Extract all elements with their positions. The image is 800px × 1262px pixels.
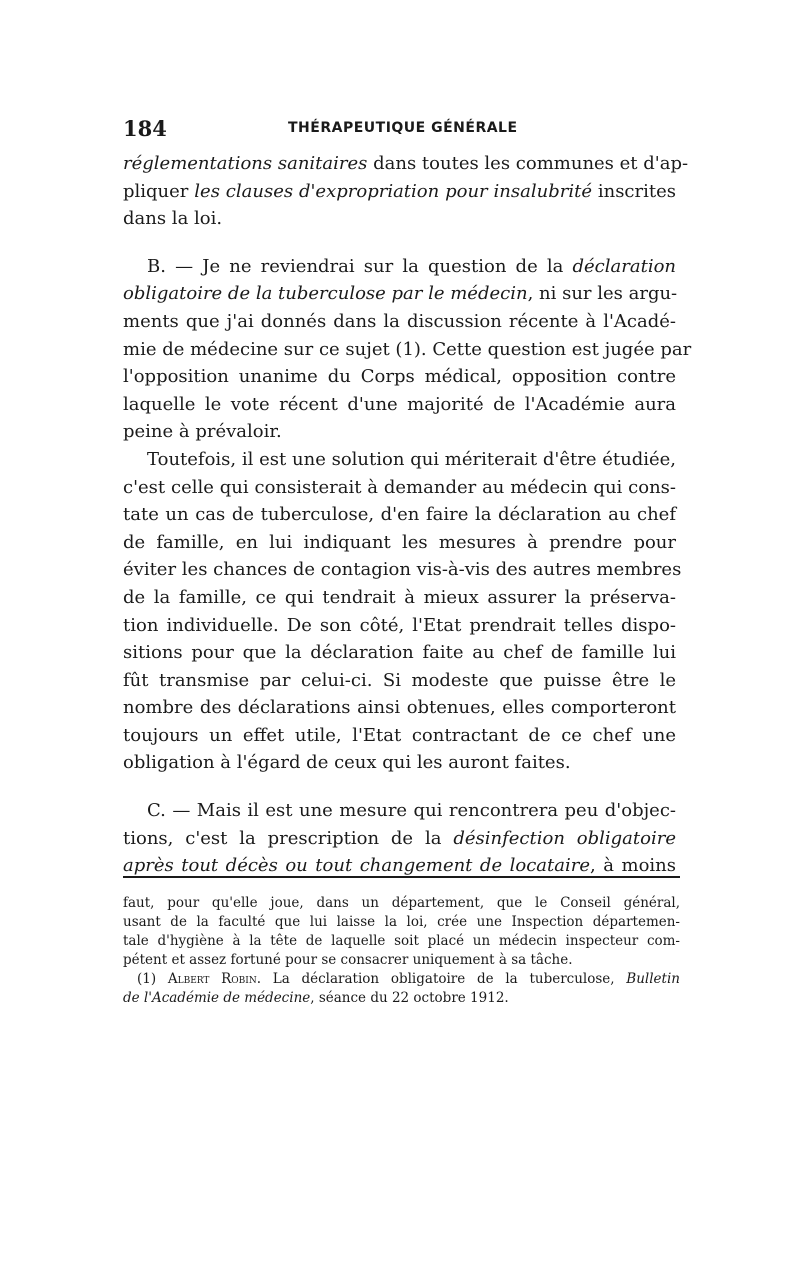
page-header [123,116,683,140]
text-line: pliquer les clauses d'expropriation pour insalubrité inscrites [123,180,676,202]
text-line: fût transmise par celui-ci. Si modeste que puisse être le [123,669,676,691]
footnote-line: de l'Académie de médecine, séance du 22 octobre 1912. [123,990,509,1006]
main-text [123,150,692,880]
footnote-line: pétent et assez fortuné pour se consacrer uniquement à sa tâche. [123,952,573,968]
footnote-line: faut, pour qu'elle joue, dans un département, que le Conseil général, [123,895,680,911]
text-line: tions, c'est la prescription de la désinfection obligatoire [123,827,676,849]
text-line: obligatoire de la tuberculose par le médecin, ni sur les argu- [123,283,678,305]
text-line: mie de médecine sur ce sujet (1). Cette question est jugée par [123,338,692,360]
footnote-line: usant de la faculté que lui laisse la loi, crée une Inspection départemen- [123,914,680,930]
text-line: éviter les chances de contagion vis-à-vis des autres membres [123,559,682,581]
text-line: C. — Mais il est une mesure qui rencontrera peu d'objec- [147,800,676,822]
text-line: ments que j'ai donnés dans la discussion récente à l'Acadé- [123,310,676,332]
footnote-author: Albert Robin [167,971,257,987]
text-line: obligation à l'égard de ceux qui les auront faites. [123,752,571,774]
text-line: l'opposition unanime du Corps médical, opposition contre [123,366,676,388]
text-line: de la famille, ce qui tendrait à mieux assurer la préserva- [123,586,676,608]
text-line: après tout décès ou tout changement de locataire, à moins [123,855,676,877]
text-line: tion individuelle. De son côté, l'Etat prendrait telles dispo- [123,614,676,636]
text-line: peine à prévaloir. [123,421,282,443]
text-line: sitions pour que la déclaration faite au chef de famille lui [123,642,676,664]
text-line: Toutefois, il est une solution qui mériterait d'être étudiée, [147,448,676,470]
running-head: THÉRAPEUTIQUE GÉNÉRALE [288,120,518,136]
text-line: tate un cas de tuberculose, d'en faire la déclaration au chef [123,504,676,526]
footnote-line: tale d'hygiène à la tête de laquelle soit placé un médecin inspecteur com- [123,933,680,949]
text-line: c'est celle qui consisterait à demander au médecin qui cons- [123,476,676,498]
text-line: réglementations sanitaires dans toutes les communes et d'ap- [123,153,689,174]
footnote-separator [123,876,680,878]
footnote-marker: (1) [137,971,157,987]
footnote-1: (1) Albert Robin. La déclaration obligatoire de la tuberculose, Bulletin [137,971,680,987]
text-line: de famille, en lui indiquant les mesures à prendre pour [123,531,676,553]
footnotes [123,894,680,1008]
text-line: B. — Je ne reviendrai sur la question de la déclaration [147,255,676,277]
text-line: nombre des déclarations ainsi obtenues, elles comporteront [123,697,676,719]
journal-title: Bulletin [626,971,680,987]
text-line: toujours un effet utile, l'Etat contractant de ce chef une [123,724,676,746]
text-line: dans la loi. [123,208,223,230]
text-line: laquelle le vote récent d'une majorité de l'Académie aura [123,393,676,415]
page-number: 184 [123,116,167,141]
